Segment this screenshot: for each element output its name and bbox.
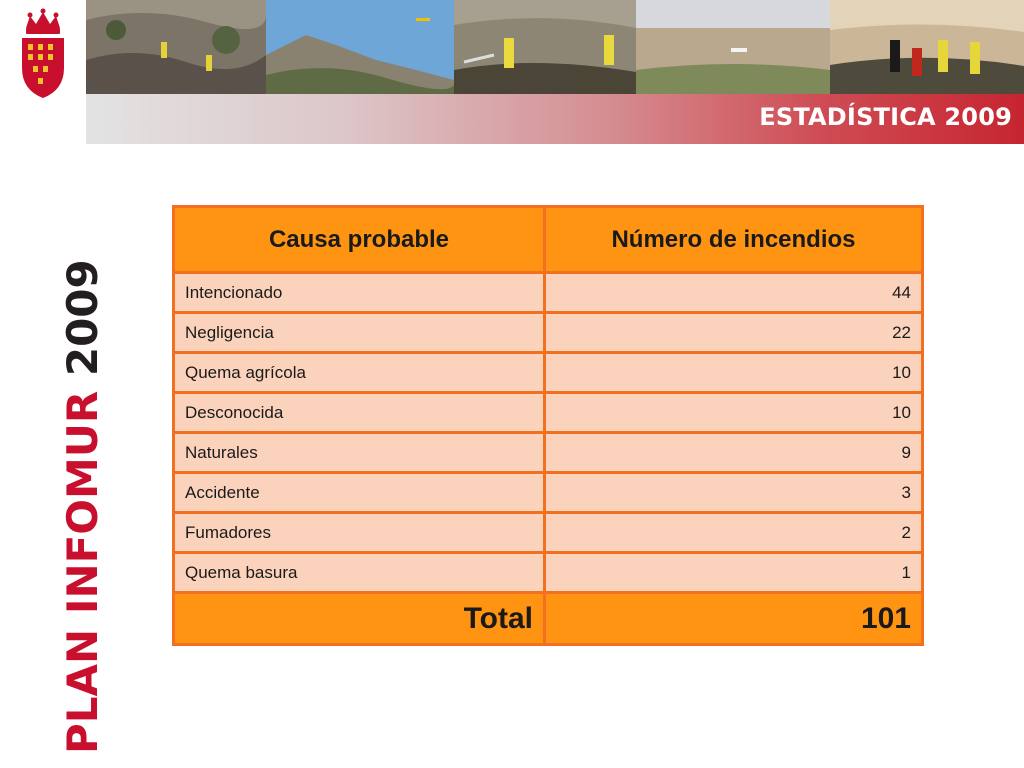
photo-strip <box>86 0 1024 94</box>
cause-cell: Desconocida <box>174 393 545 433</box>
count-cell: 2 <box>545 513 923 553</box>
table-row <box>174 313 923 353</box>
count-cell: 44 <box>545 273 923 313</box>
photo-mountain-sky <box>266 0 454 94</box>
plan-name: PLAN INFOMUR <box>58 376 107 754</box>
table-row <box>174 553 923 593</box>
cause-cell: Naturales <box>174 433 545 473</box>
table-row <box>174 473 923 513</box>
plan-year: 2009 <box>58 259 107 377</box>
cause-cell: Quema basura <box>174 553 545 593</box>
count-cell: 22 <box>545 313 923 353</box>
count-cell: 9 <box>545 433 923 473</box>
cause-cell: Fumadores <box>174 513 545 553</box>
table-row <box>174 353 923 393</box>
total-row <box>174 593 923 645</box>
count-cell: 10 <box>545 393 923 433</box>
count-cell: 3 <box>545 473 923 513</box>
count-cell: 1 <box>545 553 923 593</box>
cause-cell: Accidente <box>174 473 545 513</box>
photo-firefighter-crew <box>830 0 1024 94</box>
column-header-cause: Causa probable <box>174 207 545 273</box>
photo-burnt-hillside <box>86 0 266 94</box>
cause-cell: Negligencia <box>174 313 545 353</box>
cause-cell: Intencionado <box>174 273 545 313</box>
region-crest-logo <box>16 6 70 100</box>
table-row <box>174 513 923 553</box>
table-row <box>174 393 923 433</box>
photo-firefighters-hose <box>454 0 636 94</box>
fire-causes-table <box>172 205 924 646</box>
table-header-row <box>174 207 923 273</box>
total-value: 101 <box>545 593 923 645</box>
cause-cell: Quema agrícola <box>174 353 545 393</box>
table-row <box>174 273 923 313</box>
total-label: Total <box>174 593 545 645</box>
column-header-count: Número de incendios <box>545 207 923 273</box>
title-banner <box>86 94 1024 144</box>
banner-title: ESTADÍSTICA 2009 <box>759 103 1012 131</box>
table-row <box>174 433 923 473</box>
photo-aircraft-plain <box>636 0 830 94</box>
vertical-plan-title <box>58 259 107 754</box>
count-cell: 10 <box>545 353 923 393</box>
